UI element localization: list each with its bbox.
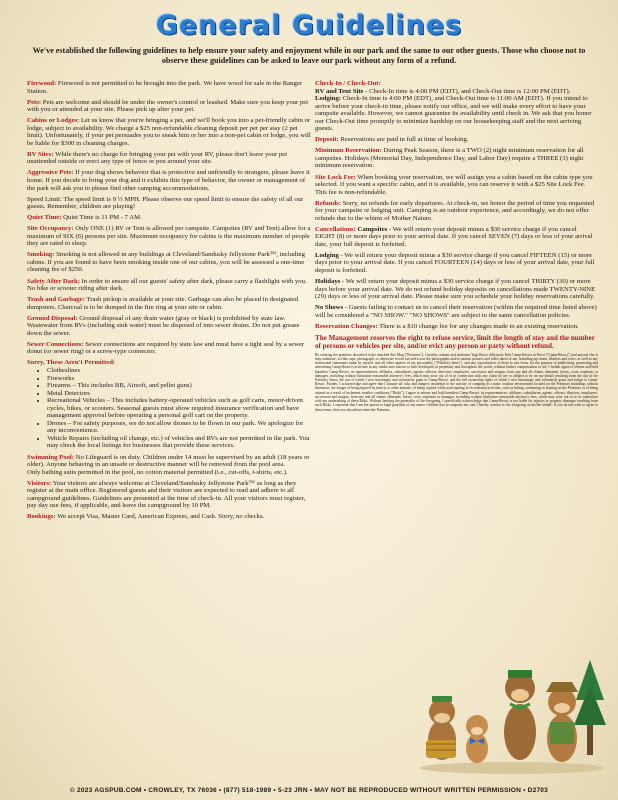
page-title: General Guidelines	[155, 10, 463, 41]
quiet-time-section: Quiet Time: Quiet Time is 11 PM - 7 AM.	[27, 214, 142, 222]
site-occupancy-section: Site Occupancy: Only ONE (1) RV or Tent is allowed per campsite. Campsites (RV and Tent) allow for a maximum of SIX (6) persons per site. Maximum occupancy for cabins is the maximum number of people they are rated to sleep.	[27, 225, 311, 248]
intro-paragraph: We've established the following guidelines to help ensure your safety and enjoyment while in our park and the same to our other guests. Those who choose not to observe these guidelines can be asked to leave our park without any form of a refund.	[32, 46, 586, 65]
sewer-section: Sewer Connections: Sewer connections are required by state law and must have a tight seal by a sewer donut (or sewer ring) or a screw-type connector.	[27, 340, 305, 356]
smoking-section: Smoking: Smoking is not allowed in any buildings at Cleveland/Sandusky Jellystone Park™, including cabins. If you are found to have been smoking inside one of our cabins, you will be assessed a one-time cleaning fee of $250.	[27, 251, 305, 274]
list-item: • Drones – For safety purposes, we do not allow drones to be flown in our park. We apologize for any inconvenience.	[47, 420, 311, 435]
ground-shadow	[420, 762, 604, 774]
lodging-cancel-section: Lodging - We will return your deposit minus a $30 service charge if you cancel FIFTEEN (15) or more days prior to your arrival date. If you cancel FOURTEEN (14) days or less of your arrival date, your full deposit is forfeited.	[315, 251, 595, 275]
management-notice: The Management reserves the right to refuse service, limit the length of stay and the number of persons or vehicles per site, and/or evict any person or party without refund.	[315, 333, 595, 350]
deposit-section: Deposit: Reservations are paid in full at time of booking.	[315, 136, 469, 144]
small-bear-icon	[466, 715, 488, 763]
bear-with-basket-icon	[426, 696, 456, 760]
not-permitted-section: Sorry, These Aren't Permitted: • Clotheslines • Fireworks • Firearms – This includes BB, Airsoft, and pellet guns) • Metal Detectors • Recreational Vehicles – This includes battery-operated vehicles such as golf carts, motor-driven cycles, bikes, or scooters. Seasonal guests must show required insurance verification and have management approval before operating a personal golf cart on the property. • Drones – For safety purposes, we do not allow drones to be flown in our park. We apologize for any inconvenience. • Vehicle Repairs (including oil change, etc.) of vehicles and RVs are not permitted in the park. You may check the local listings for businesses that provide these services.	[27, 359, 311, 450]
ranger-bear-icon	[546, 682, 578, 762]
right-column	[315, 80, 598, 412]
pets-section: Pets: Pets are welcome and should be under the owner's control or leashed. Make sure you keep your pet with you or attended at your site. Please pick up after your pet.	[27, 98, 309, 114]
not-permitted-list	[27, 367, 311, 450]
aggressive-pets-section: Aggressive Pets: If your dog shows behavior that is protective and unfriendly to strangers, please leave it home. If you decide to bring your dog and it exhibits this type of behavior, the owner or management of the park will ask you to please find other camping accommodations.	[27, 169, 310, 192]
ground-disposal-section: Ground Disposal: Ground disposal of any drain water (gray or black) is prohibited by state law. Wastewater from RVs (including sink water) must be disposed of into sewer drains. Do not put grease down the sewer.	[27, 314, 300, 337]
tall-bear-icon	[504, 670, 536, 760]
list-item: • Metal Detectors	[47, 390, 311, 398]
list-item: • Fireworks	[47, 375, 311, 383]
no-shows-section: No Shows - Guests failing to contact us to cancel their reservation (within the required time listed above) will be considered a "NO SHOW." "NO SHOWS" are subject to the same cancellation policies.	[315, 304, 597, 319]
cancellations-section: Cancellations: Campsites - We will return your deposit minus a $30 service charge if you cancel EIGHT (8) or more days prior to your arrival date. If you cancel SEVEN (7) days or less of your arrival date, your full deposit is forfeited.	[315, 225, 593, 248]
list-item: • Clotheslines	[47, 367, 311, 375]
refunds-section: Refunds: Sorry, no refunds for early departures. At check-in, we honor the period of time you requested for your campsite or lodging unit. Camping is an outdoor experience, and accordingly, we do not offer refunds due to the whims of Mother Nature.	[315, 199, 595, 222]
swimming-pool-section: Swimming Pool: No Lifeguard is on duty. Children under 14 must be supervised by an adult (18 years or older). Anyone behaving in an unsafe or destructive manner will be removed from the pool area. Only bathing suits permitted in the pool, no cotton material permitted (i.e., cut-offs, t-shirts, etc.).	[27, 453, 310, 476]
reservation-changes-section: Reservation Changes: There is a $10 change fee for any changes made to an existing reservation.	[315, 322, 579, 330]
firewood-section: Firewood: Firewood is not permitted to be brought into the park. We have wood for sale in the Ranger Station.	[27, 80, 303, 95]
visitors-section: Visitors: Your visitors are always welcome at Cleveland/Sandusky Jellystone Park™ as long as they register at the main office. Registered guests and their visitors are expected to read and adhere to all campground guidelines. Guidelines are presented at the time of check-in. All your visitors must register, pay day use fees, if applicable, and leave the campground by 10 PM.	[27, 479, 306, 510]
left-column	[27, 80, 311, 524]
trash-section: Trash and Garbage: Trash pickup is available at your site. Garbage can also be placed in designated dumpsters. Charcoal is to be dumped in the fire ring at your site or cabin.	[27, 296, 299, 311]
footer-credit: © 2023 AGSPUB.COM • CROWLEY, TX 76036 • (877) 518-1989 • 5-23 JRN • MAY NOT BE REPRODUCED WITHOUT WRITTEN PERMISSION • D2703	[69, 787, 549, 794]
rv-sites-section: RV Sites: While there's no charge for bringing your pet with your RV, please don't leave your pet unattended outside or erect any type of fence or pen around your site.	[27, 150, 288, 166]
list-item: • Firearms – This includes BB, Airsoft, and pellet guns)	[47, 382, 311, 390]
holidays-cancel-section: Holidays - We will return your deposit minus a $30 service charge if you cancel THIRTY (30) or more days before your arrival date. We do not refund holiday deposits on cancellations made TWENTY-NINE (29) days or less of your arrival date. Please make sure you schedule your holiday reservations carefully.	[315, 278, 596, 301]
minimum-reservation-section: Minimum Reservation: During Peak Season, there is a TWO (2) night minimum reservation for all campsites. Holidays (Memorial Day, Independence Day, and Labor Day) require a THREE (3) night minimum reservation.	[315, 147, 584, 170]
speed-limit-section: Speed Limit: The speed limit is 9 ½ MPH. Please observe our speed limit to ensure the safety of all our guests. Remember, children are playing!	[27, 195, 304, 211]
cabins-section: Cabins or Lodges: Let us know that you're bringing a pet, and we'll book you into a pet-friendly cabin or lodge, subject to availability. We charge a $25 non-refundable cleaning deposit per pet per stay (2 pet limit). Unfortunately, if your pet persuades you to sneak him or her into a non-pet cabin or lodge, you will be liable for $300 in cleaning charges.	[27, 117, 311, 147]
site-lock-section: Site Lock Fee: When booking your reservation, we will assign you a cabin based on the cabin type you selected. If you want a specific cabin, and it is available, you can reserve it with a $25 Site Lock Fee. This fee is non-refundable.	[315, 173, 593, 196]
safety-section: Safety After Dark: In order to ensure all our guests' safety after dark, please carry a flashlight with you. No bike or scooter riding after dark.	[27, 277, 307, 293]
list-item: • Vehicle Repairs (including oil change, etc.) of vehicles and RVs are not permitted in the park. You may check the local listings for businesses that provide these services.	[47, 435, 311, 450]
bookings-section: Bookings: We accept Visa, Master Card, American Express, and Cash. Sorry, no checks.	[27, 513, 265, 521]
release-paragraph: By entering the premises described in the attached Site Map ("Premises"), I hereby consent and authorize Yogi Bear's Jellystone Park Camp-Resort in Nova ("Camp-Resort") and anyone else it may authorize, to film, tape, photograph, or otherwise record me and to use the photographs and/or motion pictures and video taken of me, including my name, likeness and voice, as well as any testimonial statements made by myself, and all other aspects of my personality ("Publicity Items"), and any reproduction of them in any form, for the purpose of publicizing, promoting and advertising Camp-Resort's activities in any media now known or later developed, in perpetuity and throughout the world, without further compensation to me. I further agree to release and hold harmless Camp-Resort, its representatives, affiliates, subsidiaries, agents, officers, directors, employees, successors and assigns, from any and all claims, demands, losses, costs, expenses or damages, including without limitation reasonable attorney's fees, which may arise out of or in connection with any claim by me or alleged to be on my behalf resulting from the use of the Publicity Items, the use of which I now knowingly and voluntarily grant to Camp-Resort, and the full ownership rights of which I now knowingly and voluntarily grant and assign to Camp-Resort. Further, I acknowledge and agree that I assume all risks and dangers incidental to the activity of camping in a rustic outdoor environment located on the Premises including, without limitation, the danger of being injured by insects or other animals, of being injured while participating in recreational activities, such as hiking, swimming or boating on the Premises or of being injured as a result of inclement weather conditions ("Risks"). I agree to release and hold harmless Camp-Resort, its representatives, affiliates, subsidiaries, agents, officers, directors, employees, successors and assigns, from any and all claims, demands, losses, costs, expenses or damages, including without limitation reasonable attorney's fees, which may arise out of or in connection with my undertaking of these Risks. Without limiting the generality of the foregoing, I specifically acknowledge that Camp-Resort is not liable for injuries or property damages resulting from such Risks. I represent that I am the parent or legal guardian of any minor children that accompany me, and I hereby consent to the foregoing on his/her behalf. If you do not wish to agree to these terms, then you should not enter the Premises.	[315, 352, 598, 412]
check-in-section: Check-In / Check-Out: RV and Tent Site - Check-In time is 4:00 PM (EDT), and Check-Out time is 12:00 PM (EDT). Lodging: Check-In time is 4:00 PM (EDT), and Check-Out time is 11:00 AM (EDT). If you intend to arrive before your check-in time, please notify our office, and we will make every effort to have your campsite available. However, we cannot guarantee its availability until check in. We ask that you honor our Check-Out time promptly to minimize hardship on our housekeeping staff and the next arriving guests.	[315, 80, 592, 133]
list-item: • Recreational Vehicles – This includes battery-operated vehicles such as golf carts, motor-driven cycles, bikes, or scooters. Seasonal guests must show required insurance verification and have management approval before operating a personal golf cart on the property.	[47, 397, 311, 420]
cartoon-bears-illustration	[412, 640, 607, 775]
pine-tree-icon	[574, 660, 606, 755]
